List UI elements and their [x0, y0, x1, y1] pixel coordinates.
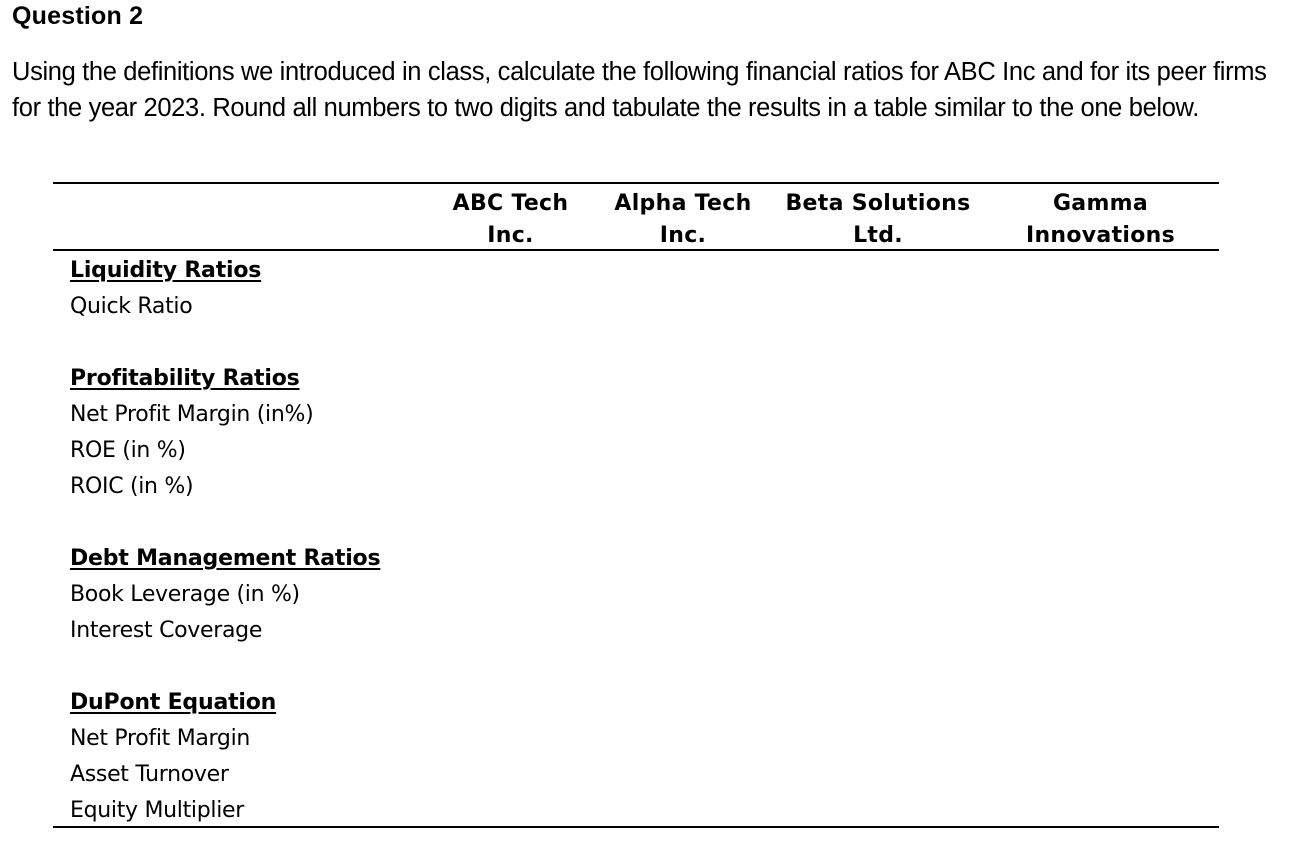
table-header-row	[53, 184, 1219, 251]
section-heading-liquidity: Liquidity Ratios	[70, 258, 262, 283]
row-label-asset-turnover: Asset Turnover	[70, 762, 229, 787]
row-label-quick-ratio: Quick Ratio	[70, 294, 193, 319]
row-label-roic: ROIC (in %)	[70, 474, 194, 499]
section-heading-dupont: DuPont Equation	[70, 690, 277, 715]
row-label-equity-multiplier: Equity Multiplier	[70, 798, 245, 823]
row-label-book-leverage: Book Leverage (in %)	[70, 582, 300, 607]
column-header-beta-solutions: Beta Solutions Ltd.	[785, 191, 971, 248]
row-label-interest-coverage: Interest Coverage	[70, 618, 263, 643]
section-heading-debt-management: Debt Management Ratios	[70, 546, 381, 571]
column-header-abc-tech: ABC Tech Inc.	[452, 191, 569, 248]
row-label-net-profit-margin: Net Profit Margin	[70, 726, 251, 751]
section-heading-profitability: Profitability Ratios	[70, 366, 300, 391]
row-label-net-profit-margin-pct: Net Profit Margin (in%)	[70, 402, 314, 427]
question-title: Question 2	[12, 2, 144, 30]
column-header-alpha-tech: Alpha Tech Inc.	[614, 191, 752, 248]
ratios-table	[53, 182, 1219, 828]
row-label-roe: ROE (in %)	[70, 438, 186, 463]
column-header-gamma-innovations: Gamma Innovations	[1025, 191, 1176, 248]
question-instructions: Using the definitions we introduced in class, calculate the following financial ratios for ABC Inc and for its peer firms for the year 2023. Round all numbers to two digits and tabulate the results in a table similar to the one below.	[12, 58, 1267, 122]
